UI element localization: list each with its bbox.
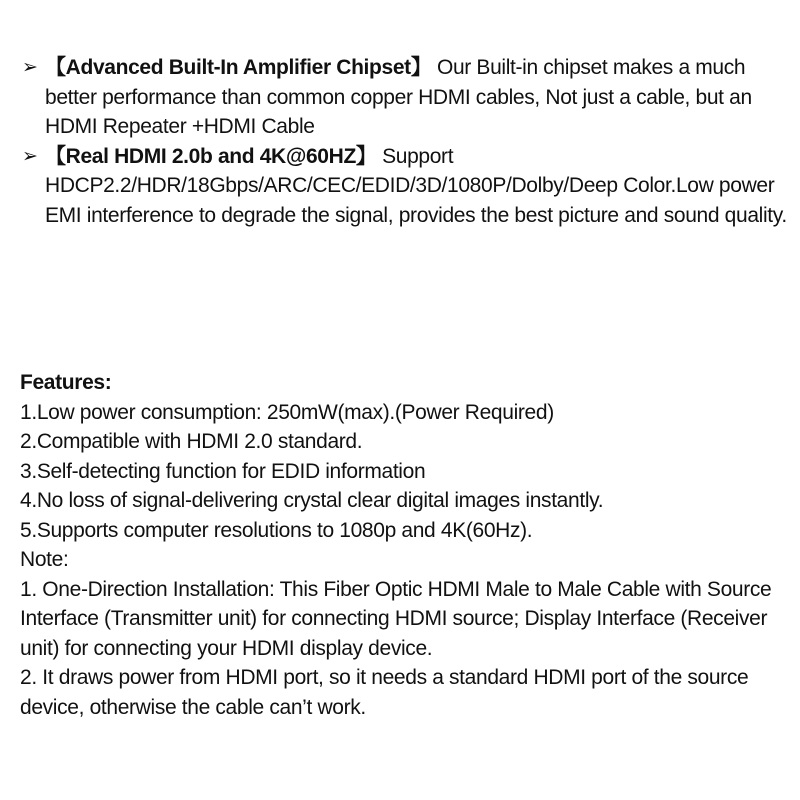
bullet-hdmi-2-0b [22, 142, 792, 231]
note-item: 1. One-Direction Installation: This Fiber Optic HDMI Male to Male Cable with Source Interface (Transmitter unit) for connecting HDMI source; Display Interface (Receiver unit) for connecting your HDMI display device. [20, 577, 772, 660]
bullet-text [45, 53, 792, 142]
bullet-description: Support HDCP2.2/HDR/18Gbps/ARC/CEC/EDID/3D/1080P/Dolby/Deep Color.Low power EMI interference to degrade the signal, provides the best picture and sound quality. [45, 144, 787, 227]
features-heading: Features: [20, 371, 112, 394]
feature-item: 1.Low power consumption: 250mW(max).(Power Required) [20, 400, 554, 424]
bullet-description: Our Built-in chipset makes a much better performance than common copper HDMI cables, Not just a cable, but an HDMI Repeater +HDMI Cable [45, 56, 752, 138]
bullet-amplifier-chipset [22, 53, 792, 142]
note-label: Note: [20, 548, 69, 571]
feature-item: 2.Compatible with HDMI 2.0 standard. [20, 430, 363, 453]
features-section [20, 368, 795, 722]
note-item: 2. It draws power from HDMI port, so it needs a standard HDMI port of the source device, otherwise the cable can’t work. [20, 666, 749, 719]
feature-item: 5.Supports computer resolutions to 1080p and 4K(60Hz). [20, 518, 533, 542]
bullet-heading: 【Real HDMI 2.0b and 4K@60HZ】 [45, 144, 377, 168]
bullet-heading: 【Advanced Built-In Amplifier Chipset】 [45, 56, 432, 79]
arrow-bullet-icon: ➢ [22, 56, 38, 78]
highlight-bullets [22, 53, 792, 230]
arrow-bullet-icon: ➢ [22, 144, 38, 167]
feature-item: 4.No loss of signal-delivering crystal clear digital images instantly. [20, 489, 604, 512]
feature-item: 3.Self-detecting function for EDID information [20, 459, 426, 483]
bullet-text [45, 142, 792, 231]
